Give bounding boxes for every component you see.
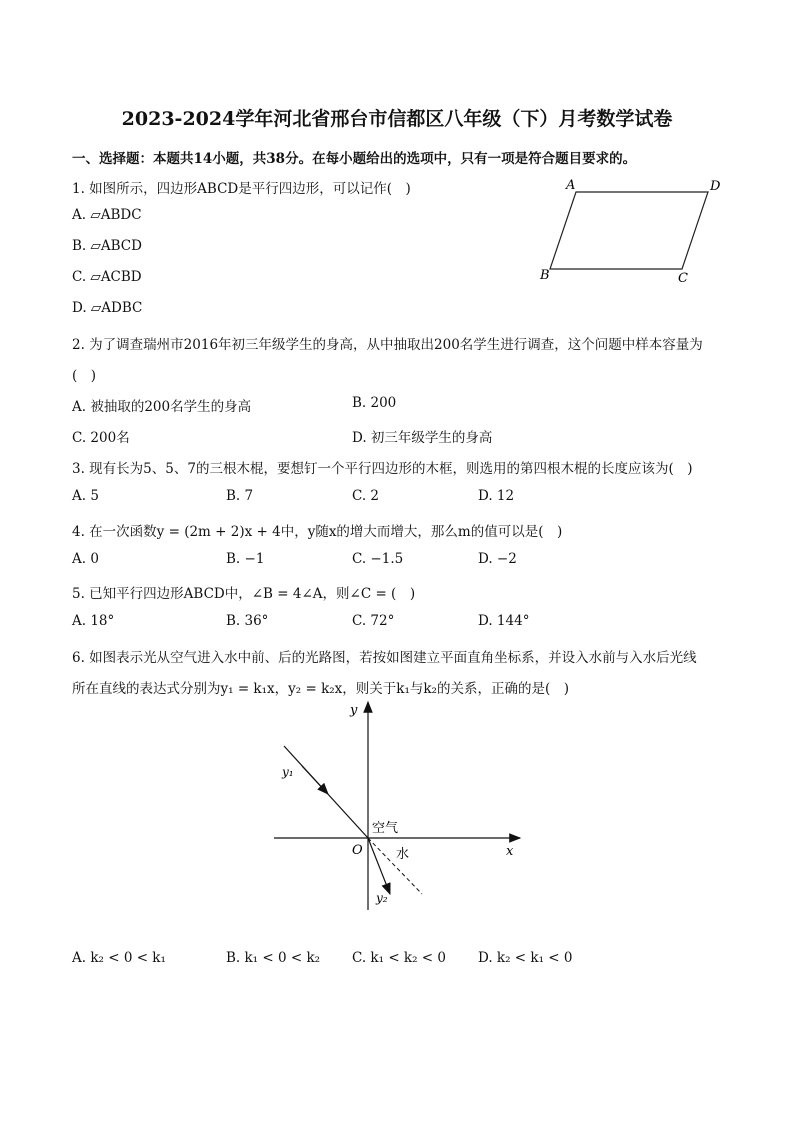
ray-y2-label: y₂ xyxy=(376,891,388,905)
question-1-option-a[interactable]: A. ▱ABDC xyxy=(72,207,142,223)
x-axis-label: x xyxy=(506,844,514,859)
vertex-label-d: D xyxy=(710,179,721,194)
question-3-option-b[interactable]: B. 7 xyxy=(226,488,254,504)
section-heading: 一、选择题：本题共14小题，共38分。在每小题给出的选项中，只有一项是符合题目要求的。 xyxy=(72,151,637,167)
vertex-label-b: B xyxy=(540,268,550,283)
question-5-option-a[interactable]: A. 18° xyxy=(72,613,115,629)
question-5-stem: 5. 已知平行四边形ABCD中，∠B = 4∠A，则∠C = ( ) xyxy=(72,586,416,602)
question-3-option-a[interactable]: A. 5 xyxy=(72,488,99,504)
y-axis-label: y xyxy=(350,703,358,718)
light-path-figure xyxy=(266,698,536,914)
water-label: 水 xyxy=(396,847,410,862)
ray-y1-label: y₁ xyxy=(282,765,294,779)
ray-y1-arrow xyxy=(302,766,328,794)
page-title: 2023-2024学年河北省邢台市信都区八年级（下）月考数学试卷 xyxy=(121,108,673,130)
vertex-label-c: C xyxy=(678,271,688,286)
ray-y2 xyxy=(368,838,390,894)
vertex-label-a: A xyxy=(566,178,576,193)
question-6-option-a[interactable]: A. k₂ < 0 < k₁ xyxy=(72,950,166,966)
question-5-option-c[interactable]: C. 72° xyxy=(352,613,395,629)
question-6-option-b[interactable]: B. k₁ < 0 < k₂ xyxy=(226,950,321,966)
question-6-stem-line2: 所在直线的表达式分别为y₁ = k₁x，y₂ = k₂x，则关于k₁与k₂的关系，正确的是( ) xyxy=(72,681,569,697)
question-1-option-b[interactable]: B. ▱ABCD xyxy=(72,238,142,254)
question-2-option-c[interactable]: C. 200名 xyxy=(72,430,130,446)
parallelogram-shape xyxy=(550,192,708,269)
question-2-stem-line2: ( ) xyxy=(72,368,97,384)
question-2-option-b[interactable]: B. 200 xyxy=(352,395,397,411)
parallelogram-figure xyxy=(530,172,730,292)
question-4-stem: 4. 在一次函数y = (2m + 2)x + 4中，y随x的增大而增大，那么m的值可以是( ) xyxy=(72,524,563,540)
question-6-stem-line1: 6. 如图表示光从空气进入水中前、后的光路图，若按如图建立平面直角坐标系，并设入水前与入水后光线 xyxy=(72,650,697,666)
question-4-option-b[interactable]: B. −1 xyxy=(226,551,265,567)
question-5-option-d[interactable]: D. 144° xyxy=(478,613,530,629)
dashed-extension xyxy=(368,838,422,894)
question-2-stem-line1: 2. 为了调查瑞州市2016年初三年级学生的身高，从中抽取出200名学生进行调查，这个问题中样本容量为 xyxy=(72,337,703,353)
question-3-option-d[interactable]: D. 12 xyxy=(478,488,515,504)
question-2-option-a[interactable]: A. 被抽取的200名学生的身高 xyxy=(72,399,252,415)
origin-label: O xyxy=(352,843,363,858)
question-4-option-c[interactable]: C. −1.5 xyxy=(352,551,404,567)
question-6-option-d[interactable]: D. k₂ < k₁ < 0 xyxy=(478,950,573,966)
question-2-option-d[interactable]: D. 初三年级学生的身高 xyxy=(352,430,493,446)
air-label: 空气 xyxy=(372,821,399,836)
question-5-option-b[interactable]: B. 36° xyxy=(226,613,269,629)
question-4-option-d[interactable]: D. −2 xyxy=(478,551,517,567)
question-3-stem: 3. 现有长为5、5、7的三根木棍，要想钉一个平行四边形的木框，则选用的第四根木棍的长度应该为( ) xyxy=(72,461,693,477)
question-1-option-d[interactable]: D. ▱ADBC xyxy=(72,300,143,316)
question-3-option-c[interactable]: C. 2 xyxy=(352,488,380,504)
question-6-option-c[interactable]: C. k₁ < k₂ < 0 xyxy=(352,950,446,966)
question-4-option-a[interactable]: A. 0 xyxy=(72,551,99,567)
question-1-option-c[interactable]: C. ▱ACBD xyxy=(72,269,142,285)
question-1-stem: 1. 如图所示，四边形ABCD是平行四边形，可以记作( ) xyxy=(72,181,411,197)
